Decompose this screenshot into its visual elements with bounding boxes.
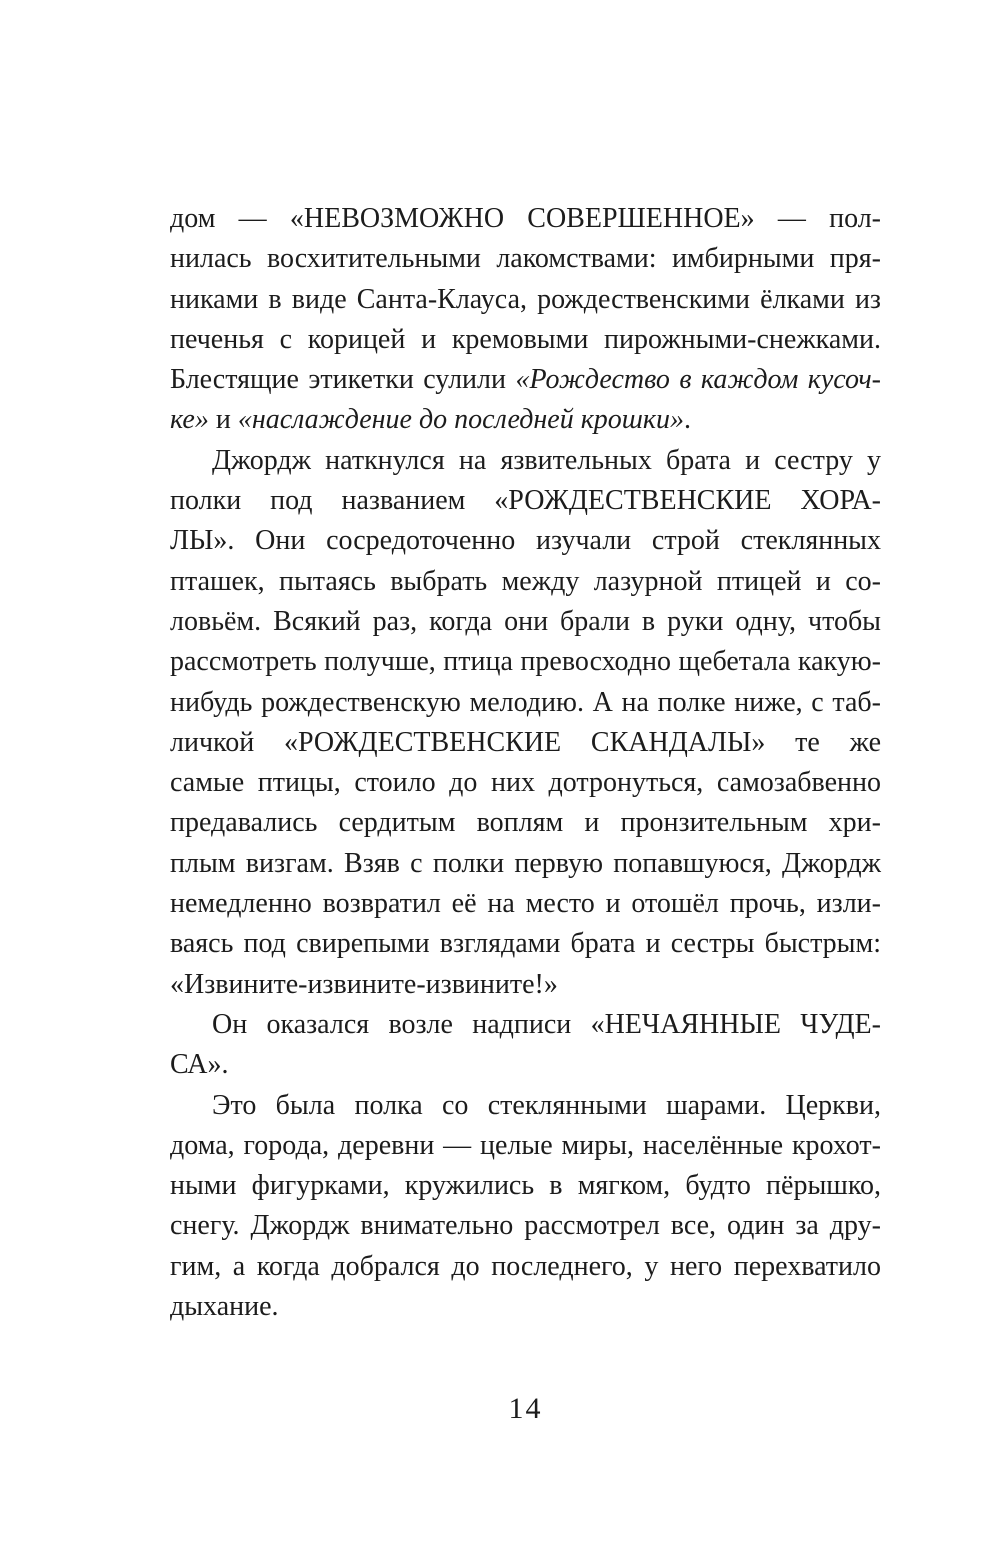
text-segment: ными фигурками, кружились в мягком, будто пёрышко, xyxy=(170,1170,881,1202)
text-line xyxy=(170,844,881,884)
text-segment: дом — «НЕВОЗМОЖНО СОВЕРШЕННОЕ» — пол- xyxy=(170,203,881,234)
text-segment: гим, а когда добрался до последнего, у него перехватило xyxy=(170,1250,881,1282)
text-segment: личкой «РОЖДЕСТВЕНСКИЕ СКАНДАЛЫ» те же xyxy=(170,726,881,758)
page-text xyxy=(170,199,881,1327)
text-line xyxy=(170,683,881,723)
text-line xyxy=(170,280,881,320)
text-segment: дома, города, деревни — целые миры, населённые крохот- xyxy=(170,1129,881,1161)
text-line xyxy=(170,239,881,279)
text-line xyxy=(170,1247,881,1287)
text-segment: Блестящие этикетки сулили xyxy=(170,364,516,396)
text-segment: никами в виде Санта-Клауса, рождественскими ёлками из xyxy=(170,283,881,315)
text-segment: СА». xyxy=(170,1049,229,1081)
text-line xyxy=(170,1086,881,1126)
text-line xyxy=(170,1005,881,1045)
text-line xyxy=(170,642,881,682)
text-segment: Он оказался возле надписи «НЕЧАЯННЫЕ ЧУДЕ- xyxy=(212,1008,881,1040)
text-line xyxy=(170,481,881,521)
text-line xyxy=(170,1045,881,1085)
text-line xyxy=(170,400,881,440)
text-line xyxy=(170,1206,881,1246)
text-segment: нилась восхитительными лакомствами: имбирными пря- xyxy=(170,243,881,275)
text-line xyxy=(170,723,881,763)
text-line xyxy=(170,360,881,400)
text-segment: и xyxy=(208,404,238,436)
text-line xyxy=(170,1287,881,1327)
text-segment: предавались сердитым воплям и пронзительным хри- xyxy=(170,807,881,839)
text-segment: Это была полка со стеклянными шарами. Церкви, xyxy=(212,1089,881,1121)
text-line xyxy=(170,521,881,561)
text-line xyxy=(170,884,881,924)
text-line xyxy=(170,965,881,1005)
text-line xyxy=(170,602,881,642)
text-line xyxy=(170,562,881,602)
text-segment: . xyxy=(684,404,692,436)
text-segment: самые птицы, стоило до них дотронуться, самозабвенно xyxy=(170,767,881,799)
text-segment: ваясь под свирепыми взглядами брата и сестры быстрым: xyxy=(170,928,881,960)
text-segment: ловьём. Всякий раз, когда они брали в руки одну, чтобы xyxy=(170,605,881,637)
text-line xyxy=(170,441,881,481)
text-line xyxy=(170,924,881,964)
text-line xyxy=(170,803,881,843)
text-segment: немедленно возвратил её на место и отошёл прочь, изли- xyxy=(170,888,881,920)
italic-text-segment: «Рождество в каждом кусоч- xyxy=(515,364,881,396)
text-segment: снегу. Джордж внимательно рассмотрел все, один за дру- xyxy=(170,1210,881,1242)
text-segment: полки под названием «РОЖДЕСТВЕНСКИЕ ХОРА- xyxy=(170,485,881,517)
text-segment: Джордж наткнулся на язвительных брата и сестру у xyxy=(212,444,881,476)
text-segment: плым визгам. Взяв с полки первую попавшуюся, Джордж xyxy=(170,847,881,879)
page-number: 14 xyxy=(508,1392,543,1425)
text-segment: дыхание. xyxy=(170,1291,279,1323)
text-segment: ЛЫ». Они сосредоточенно изучали строй стеклянных xyxy=(170,525,881,557)
text-line xyxy=(170,763,881,803)
italic-text-segment: «наслаждение до последней крошки» xyxy=(237,404,685,436)
text-line xyxy=(170,1126,881,1166)
text-segment: «Извините-извините-извините!» xyxy=(170,968,558,1000)
text-segment: рассмотреть получше, птица превосходно щебетала какую- xyxy=(170,646,881,678)
text-line xyxy=(170,199,881,239)
text-segment: печенья с корицей и кремовыми пирожными-снежками. xyxy=(170,323,881,355)
text-line xyxy=(170,320,881,360)
text-segment: пташек, пытаясь выбрать между лазурной птицей и со- xyxy=(170,565,881,597)
text-segment: нибудь рождественскую мелодию. А на полке ниже, с таб- xyxy=(170,686,881,718)
text-line xyxy=(170,1166,881,1206)
italic-text-segment: ке» xyxy=(170,404,209,436)
